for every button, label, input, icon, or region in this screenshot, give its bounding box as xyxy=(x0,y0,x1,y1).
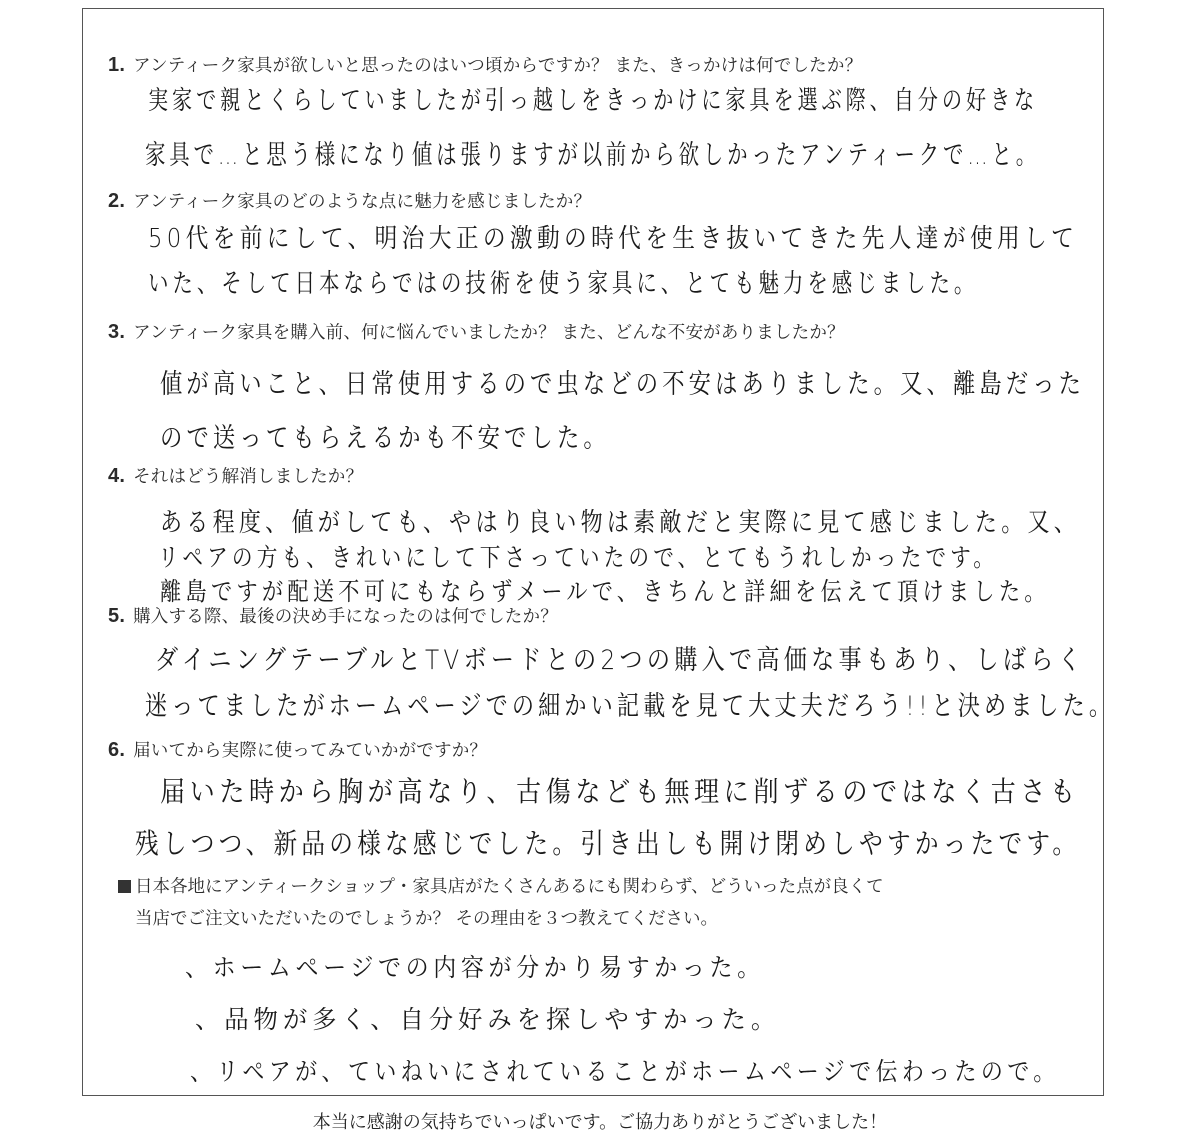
question-text: 購入する際、最後の決め手になったのは何でしたか？ xyxy=(133,607,558,627)
reasons-question-line2: 当店でご注文いただいたのでしょうか？ その理由を３つ教えてください。 xyxy=(135,909,719,929)
answer-line: 離島ですが配送不可にもならずメールで、きちんと詳細を伝えて頂けました。 xyxy=(160,577,1050,606)
question-text: アンティーク家具を購入前、何に悩んでいましたか？ また、どんな不安がありましたか？ xyxy=(133,323,845,343)
answer-line: リペアの方も、きれいにして下さっていたので、とてもうれしかったです。 xyxy=(158,543,999,572)
reasons-question: 日本各地にアンティークショップ・家具店がたくさんあるにも関わらず、どういった点が良くて xyxy=(118,873,884,898)
answer-line: 残しつつ、新品の様な感じでした。引き出しも開け閉めしやすかったです。 xyxy=(135,827,1081,860)
question-text: アンティーク家具のどのような点に魅力を感じましたか？ xyxy=(133,192,592,212)
reason-answer: 、ホームページでの内容が分かり易すかった。 xyxy=(185,953,765,982)
answer-line: いた、そして日本ならではの技術を使う家具に、とても魅力を感じました。 xyxy=(148,269,979,299)
question-number: 5. xyxy=(108,605,126,627)
reason-answer: 、品物が多く、自分好みを探しやすかった。 xyxy=(195,1005,781,1034)
answer-line: 50代を前にして、明治大正の激動の時代を生き抜いてきた先人達が使用して xyxy=(148,224,1079,254)
question-text: 届いてから実際に使ってみていかがですか？ xyxy=(133,741,488,761)
answer-line: ある程度、値がしても、やはり良い物は素敵だと実際に見て感じました。又、 xyxy=(160,508,1081,538)
question-number: 1. xyxy=(108,54,126,76)
answer-line: ダイニングテーブルとTVボードとの2つの購入で高価な事もあり、しばらく xyxy=(155,645,1086,676)
question-text: それはどう解消しましたか？ xyxy=(133,467,364,487)
answer-line: 迷ってましたがホームページでの細かい記載を見て大丈夫だろう!!と決めました。 xyxy=(145,691,1116,722)
answer-line: 家具で…と思う様になり値は張りますが以前から欲しかったアンティークで…と。 xyxy=(145,140,1041,171)
question-text: アンティーク家具が欲しいと思ったのはいつ頃からですか？ また、きっかけは何でしたか？ xyxy=(133,56,863,76)
question-number: 2. xyxy=(108,190,126,212)
question-number: 4. xyxy=(108,465,126,487)
question-3 xyxy=(108,319,845,344)
answer-line: 実家で親とくらしていましたが引っ越しをきっかけに家具を選ぶ際、自分の好きな xyxy=(148,86,1039,116)
question-6 xyxy=(108,737,487,762)
question-number: 6. xyxy=(108,739,126,761)
question-5 xyxy=(108,603,558,628)
answer-line: 届いた時から胸が高なり、古傷なども無理に削ずるのではなく古さも xyxy=(160,775,1080,808)
reason-answer: 、リペアが、ていねいにされていることがホームページで伝わったので。 xyxy=(190,1057,1060,1086)
question-1 xyxy=(108,52,862,77)
question-number: 3. xyxy=(108,321,126,343)
answer-line: 値が高いこと、日常使用するので虫などの不安はありました。又、離島だった xyxy=(160,369,1086,400)
thank-you-footer: 本当に感謝の気持ちでいっぱいです。ご協力ありがとうございました！ xyxy=(312,1112,888,1133)
answer-line: ので送ってもらえるかも不安でした。 xyxy=(160,423,610,454)
question-2 xyxy=(108,188,591,213)
question-4 xyxy=(108,463,363,488)
black-square-icon xyxy=(118,880,131,893)
